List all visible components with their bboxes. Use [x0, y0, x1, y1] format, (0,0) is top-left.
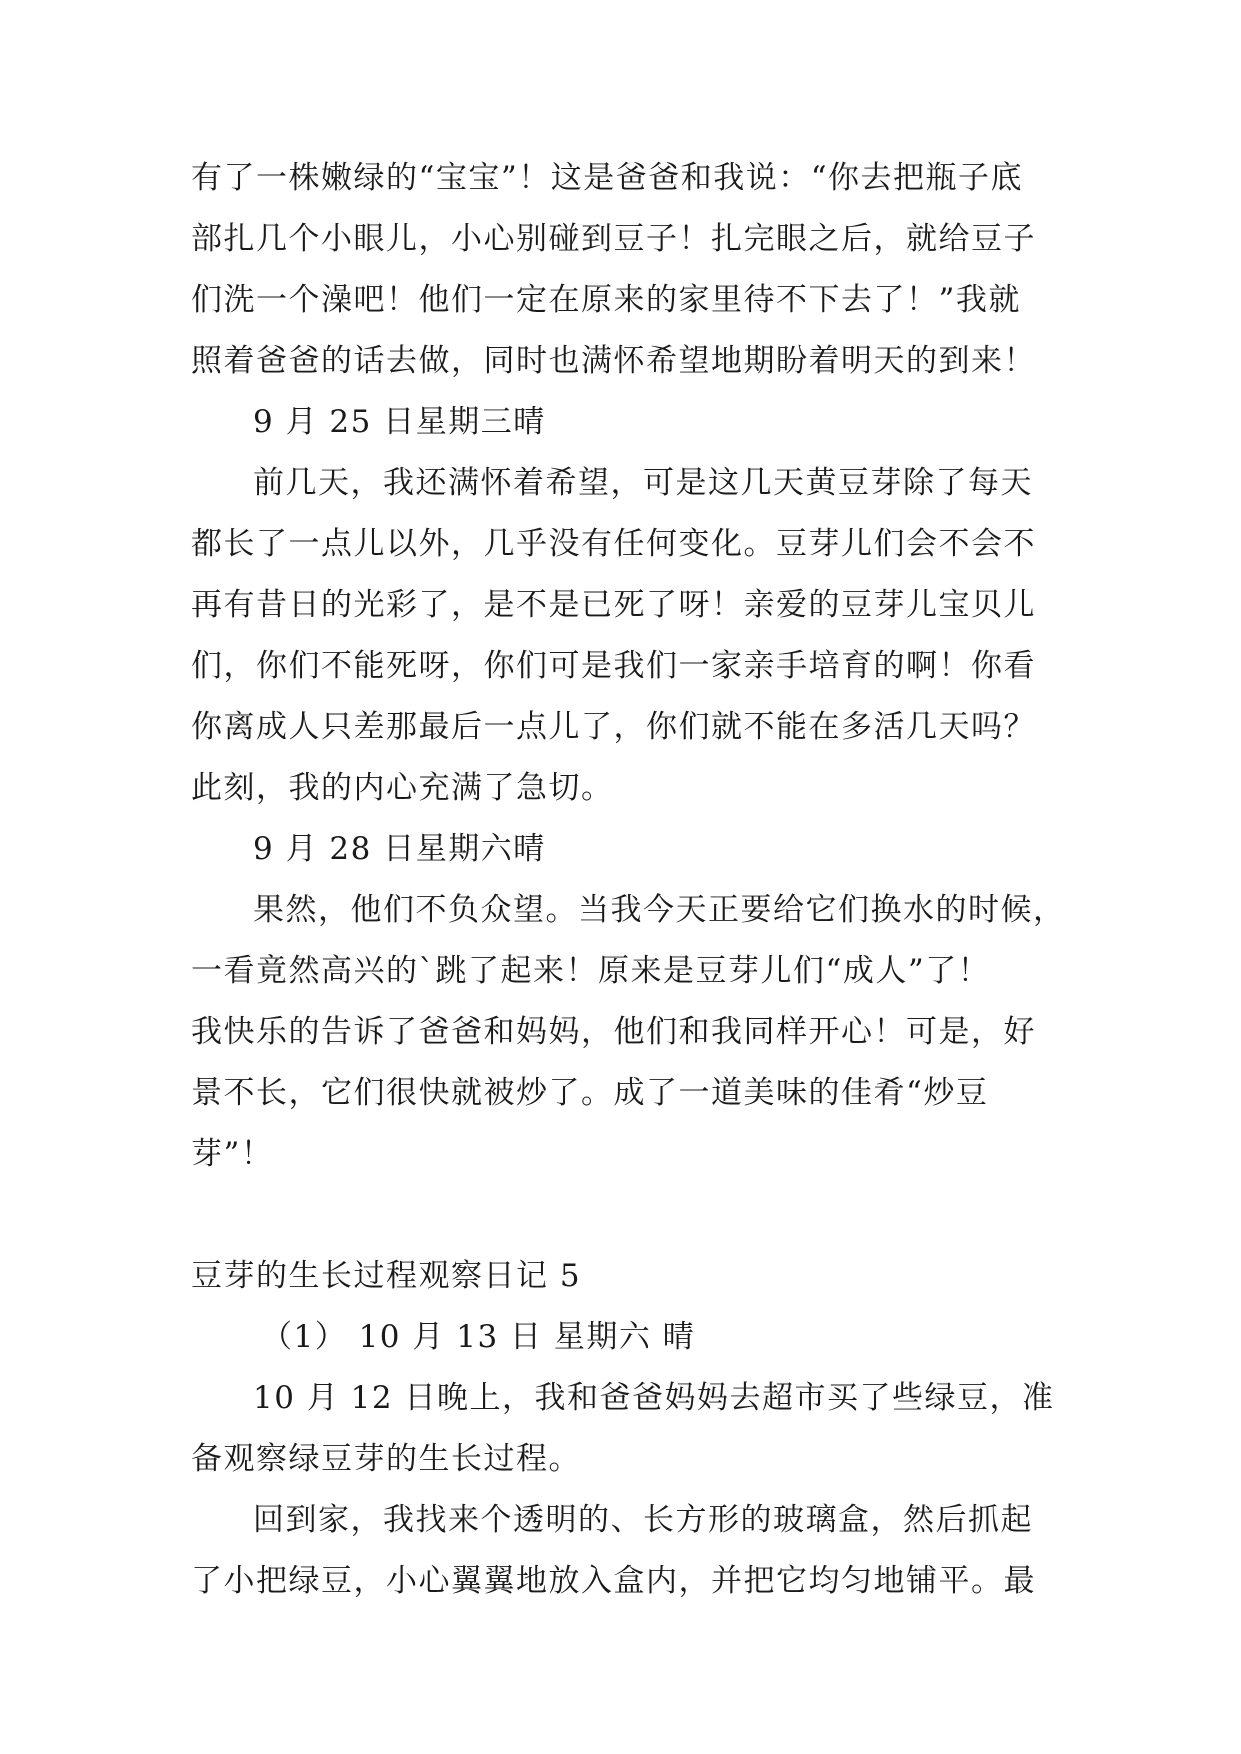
paragraph-line: 前几天，我还满怀着希望，可是这几天黄豆芽除了每天 — [253, 465, 1033, 501]
paragraph-line: 景不长，它们很快就被炒了。成了一道美味的佳肴“炒豆 — [191, 1075, 989, 1111]
paragraph-line: 你离成人只差那最后一点儿了，你们就不能在多活几天吗？ — [191, 709, 1036, 745]
paragraph-line: 芽”！ — [191, 1136, 274, 1172]
section-title: 豆芽的生长过程观察日记 5 — [191, 1258, 582, 1294]
paragraph-line: 一看竟然高兴的`跳了起来！原来是豆芽儿们“成人”了！ — [191, 953, 991, 989]
paragraph-line: 再有昔日的光彩了，是不是已死了呀！亲爱的豆芽儿宝贝儿 — [191, 587, 1036, 623]
paragraph-line: 回到家，我找来个透明的、长方形的玻璃盒，然后抓起 — [253, 1502, 1033, 1538]
diary-date-heading: （1） 10 月 13 日 星期六 晴 — [261, 1319, 696, 1355]
paragraph-line: 备观察绿豆芽的生长过程。 — [191, 1441, 581, 1477]
paragraph-line: 有了一株嫩绿的“宝宝”！这是爸爸和我说：“你去把瓶子底 — [191, 160, 1024, 196]
diary-date-heading: 9 月 28 日星期六晴 — [253, 831, 546, 867]
paragraph-line: 们，你们不能死呀，你们可是我们一家亲手培育的啊！你看 — [191, 648, 1036, 684]
paragraph-line: 10 月 12 日晚上，我和爸爸妈妈去超市买了些绿豆，准 — [253, 1380, 1055, 1416]
diary-date-heading: 9 月 25 日星期三晴 — [253, 404, 546, 440]
section-gap — [191, 1185, 1051, 1246]
paragraph-line: 果然，他们不负众望。当我今天正要给它们换水的时候， — [253, 892, 1066, 928]
paragraph-line: 们洗一个澡吧！他们一定在原来的家里待不下去了！”我就 — [191, 282, 1021, 318]
paragraph-line: 此刻，我的内心充满了急切。 — [191, 770, 614, 806]
paragraph-line: 了小把绿豆，小心翼翼地放入盒内，并把它均匀地铺平。最 — [191, 1563, 1036, 1599]
paragraph-line: 照着爸爸的话去做，同时也满怀希望地期盼着明天的到来！ — [191, 343, 1036, 379]
document-body — [191, 148, 1066, 1612]
paragraph-line: 都长了一点儿以外，几乎没有任何变化。豆芽儿们会不会不 — [191, 526, 1036, 562]
paragraph-line: 我快乐的告诉了爸爸和妈妈，他们和我同样开心！可是，好 — [191, 1014, 1036, 1050]
paragraph-line: 部扎几个小眼儿，小心别碰到豆子！扎完眼之后，就给豆子 — [191, 221, 1036, 257]
